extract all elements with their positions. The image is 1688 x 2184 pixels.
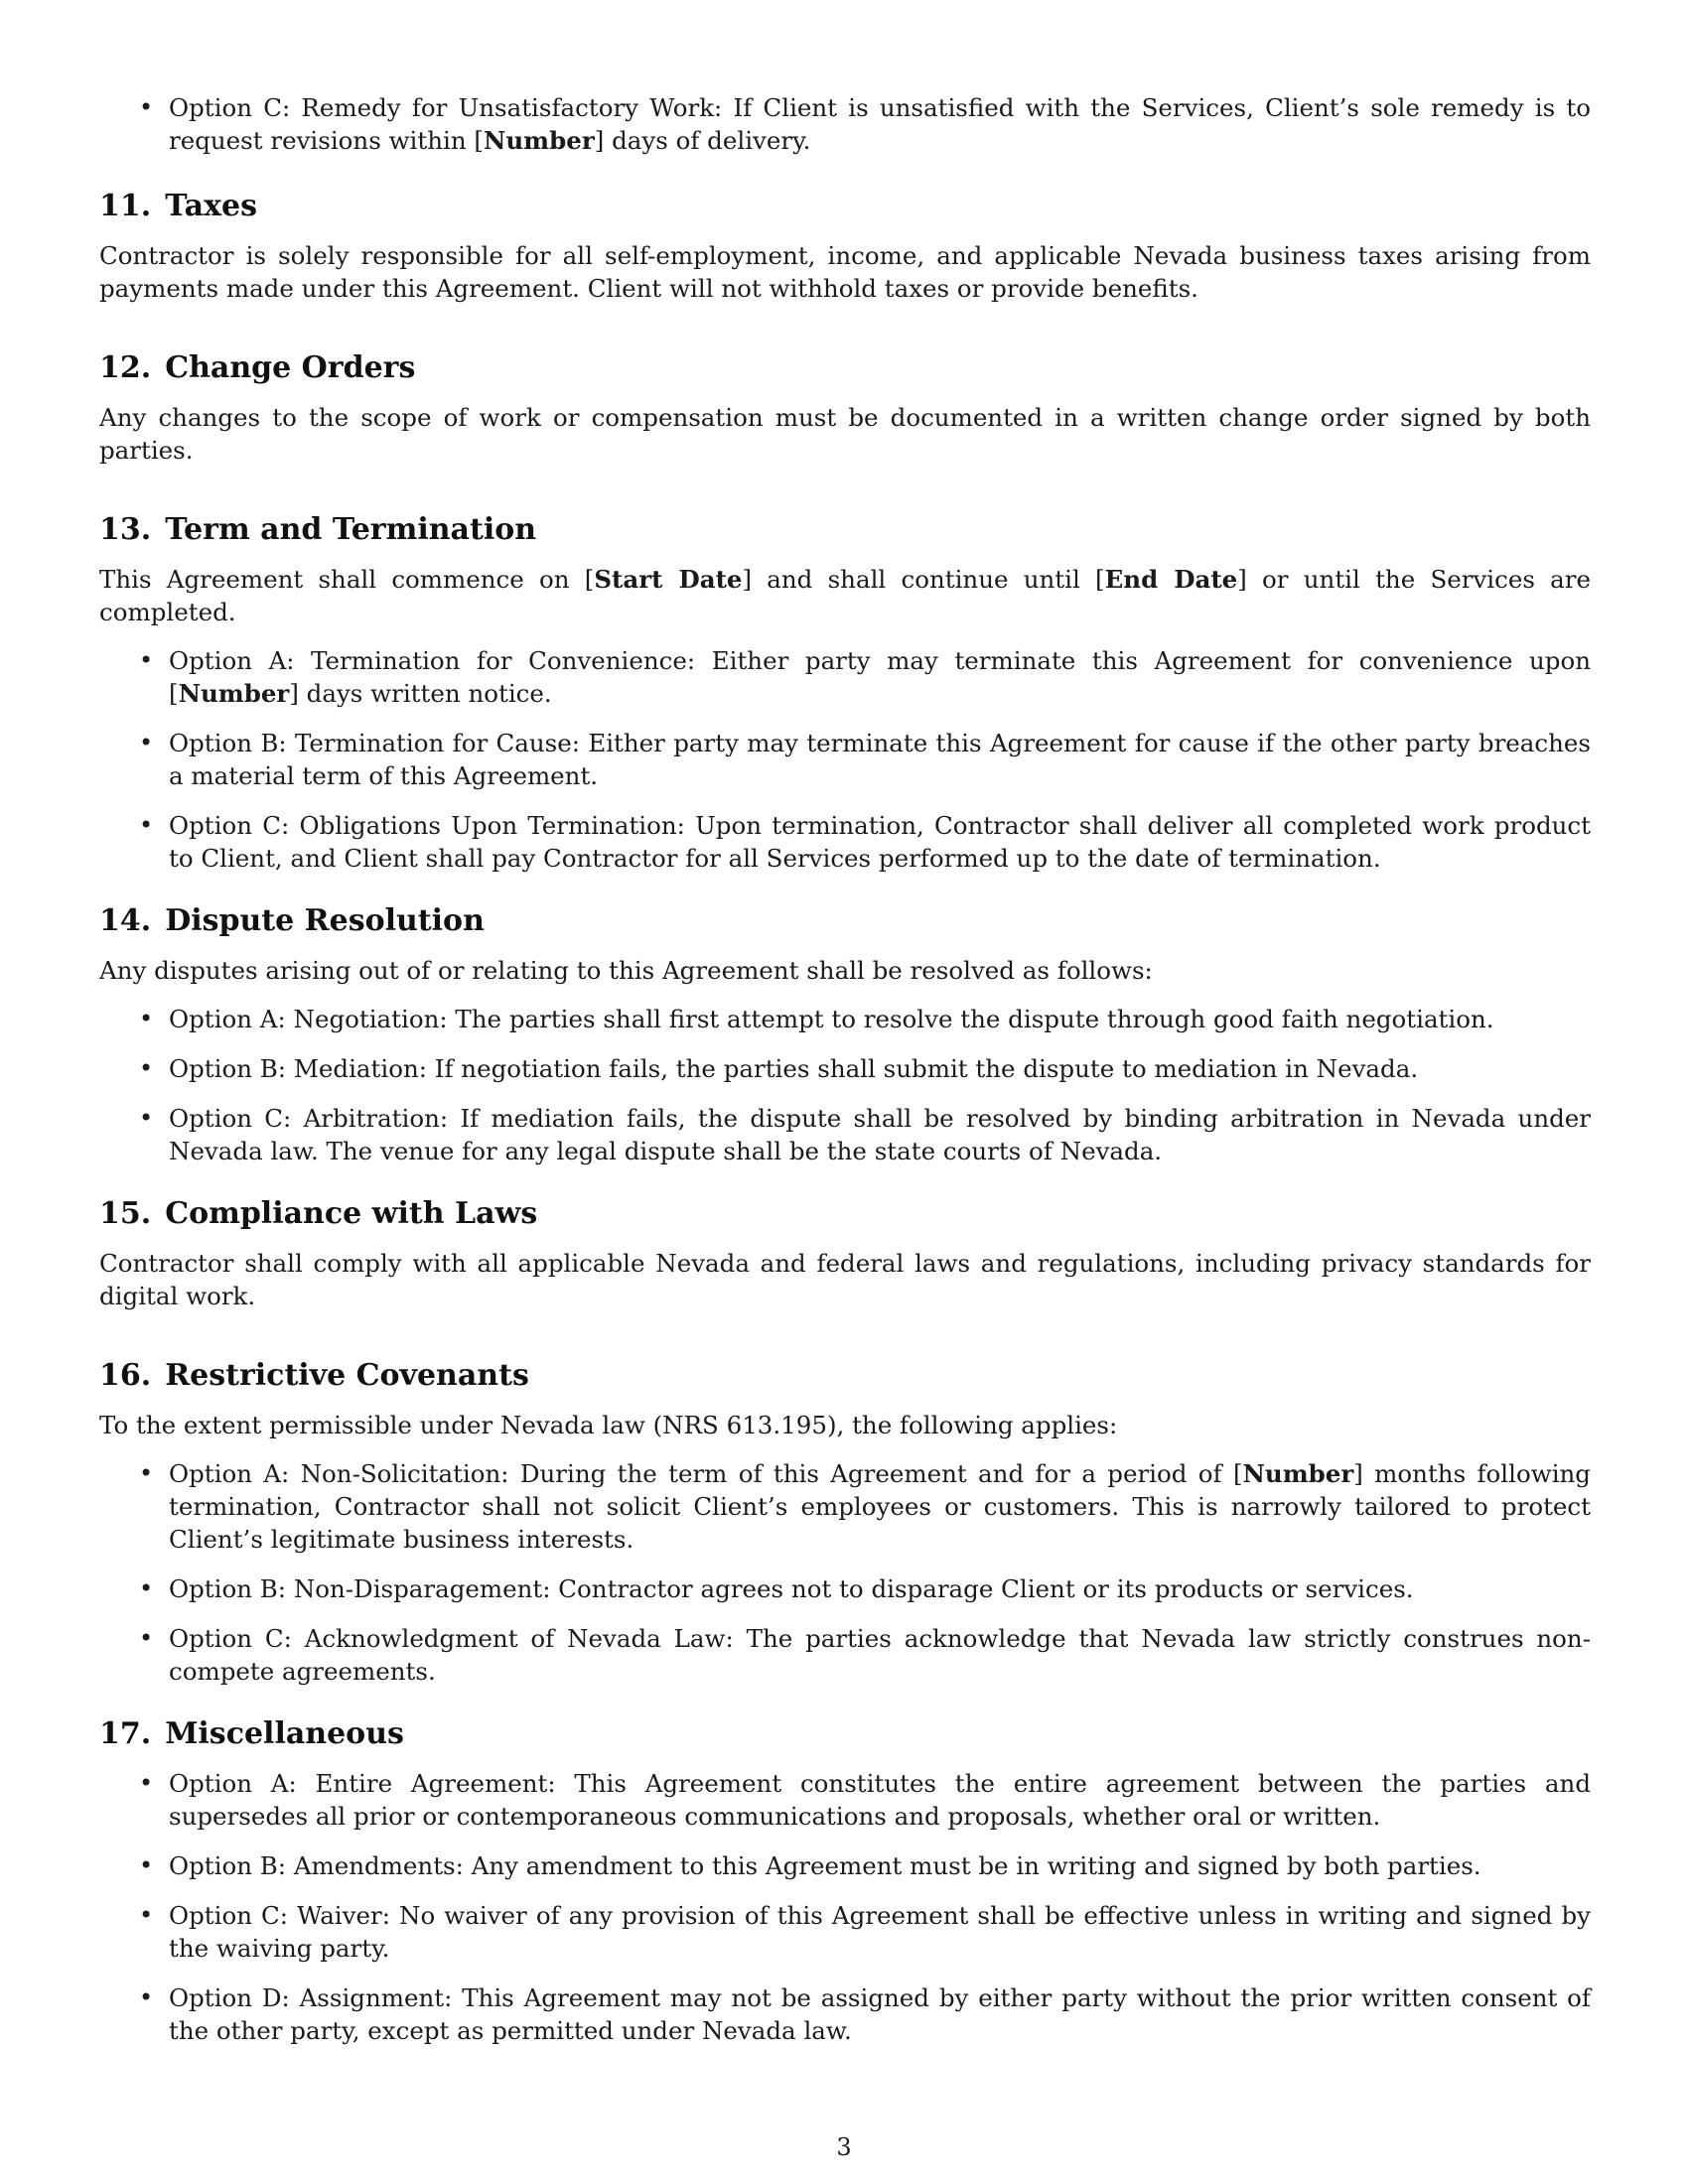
section-17-list (99, 1767, 1591, 2047)
list-item: • Option B: Amendments: Any amendment to this Agreement must be in writing and signed by both parties. (139, 1851, 1481, 1880)
section-15-heading: 15. Compliance with Laws (99, 1196, 538, 1231)
bullet-icon: • (139, 811, 154, 839)
list-item: • Option A: Negotiation: The parties shall first attempt to resolve the dispute through good faith negotiation. (139, 1005, 1494, 1033)
section-14-heading: 14. Dispute Resolution (99, 903, 485, 938)
list-item: • Option A: Termination for Convenience: Either party may terminate this Agreement for convenience upon [Number] days written notice. (139, 646, 1591, 708)
section-17-heading: 17. Miscellaneous (99, 1716, 404, 1751)
section-15-body: Contractor shall comply with all applicable Nevada and federal laws and regulations, including privacy standards for digital work. (99, 1249, 1591, 1310)
bullet-icon: • (139, 1104, 154, 1132)
bullet-icon: • (139, 729, 154, 756)
section-12-heading: 12. Change Orders (99, 350, 416, 385)
section-16-heading: 16. Restrictive Covenants (99, 1358, 529, 1393)
section-16-body: To the extent permissible under Nevada law (NRS 613.195), the following applies: (99, 1411, 1118, 1439)
section-14-body: Any disputes arising out of or relating to this Agreement shall be resolved as follows: (99, 956, 1153, 985)
section-10-list (99, 91, 1591, 157)
list-item: • Option B: Mediation: If negotiation fails, the parties shall submit the dispute to mediation in Nevada. (139, 1054, 1419, 1083)
bullet-icon: • (139, 1901, 154, 1929)
list-item: • Option A: Non-Solicitation: During the term of this Agreement and for a period of [Number] months following termination, Contractor shall not solicit Client’s employees or customers. This is narrowly tailored to protect Client’s legitimate business interests. (139, 1459, 1591, 1554)
section-11-body: Contractor is solely responsible for all self-employment, income, and applicable Nevada business taxes arising from payments made under this Agreement. Client will not withhold taxes or provide benefits. (99, 241, 1591, 303)
list-item: • Option C: Acknowledgment of Nevada Law: The parties acknowledge that Nevada law strictly construes non-compete agreements. (139, 1624, 1591, 1686)
section-16-list (99, 1457, 1591, 1688)
bullet-icon: • (139, 93, 154, 121)
list-item: • Option C: Waiver: No waiver of any provision of this Agreement shall be effective unless in writing and signed by the waiving party. (139, 1901, 1591, 1963)
bullet-icon: • (139, 1005, 154, 1032)
bullet-icon: • (139, 1983, 154, 2011)
bullet-icon: • (139, 1054, 154, 1082)
section-12-body: Any changes to the scope of work or compensation must be documented in a written change order signed by both parties. (99, 403, 1591, 465)
bullet-icon: • (139, 1459, 154, 1487)
list-item: • Option A: Entire Agreement: This Agreement constitutes the entire agreement between the parties and supersedes all prior or contemporaneous communications and proposals, whether oral or written. (139, 1769, 1591, 1831)
bullet-icon: • (139, 646, 154, 674)
bullet-icon: • (139, 1851, 154, 1879)
document-page (99, 91, 1591, 2064)
bullet-icon: • (139, 1574, 154, 1602)
section-14-list (99, 1003, 1591, 1167)
list-item: • Option C: Remedy for Unsatisfactory Work: If Client is unsatisfied with the Services, Client’s sole remedy is to request revisions within [Number] days of delivery. (139, 93, 1591, 155)
list-item: • Option C: Arbitration: If mediation fails, the dispute shall be resolved by binding arbitration in Nevada under Nevada law. The venue for any legal dispute shall be the state courts of Nevada. (139, 1104, 1591, 1165)
list-item: • Option D: Assignment: This Agreement may not be assigned by either party without the prior written consent of the other party, except as permitted under Nevada law. (139, 1983, 1591, 2045)
section-13-list (99, 644, 1591, 875)
section-13-heading: 13. Term and Termination (99, 512, 537, 547)
bullet-icon: • (139, 1624, 154, 1652)
bullet-icon: • (139, 1769, 154, 1797)
list-item: • Option C: Obligations Upon Termination: Upon termination, Contractor shall deliver all completed work product to Client, and Client shall pay Contractor for all Services performed up to the date of termination. (139, 811, 1591, 873)
list-item: • Option B: Non-Disparagement: Contractor agrees not to disparage Client or its products or services. (139, 1574, 1414, 1603)
section-11-heading: 11. Taxes (99, 189, 257, 223)
list-item: • Option B: Termination for Cause: Either party may terminate this Agreement for cause if the other party breaches a material term of this Agreement. (139, 729, 1591, 790)
section-13-body: This Agreement shall commence on [Start Date] and shall continue until [End Date] or until the Services are completed. (99, 565, 1591, 626)
page-number: 3 (836, 2133, 852, 2161)
